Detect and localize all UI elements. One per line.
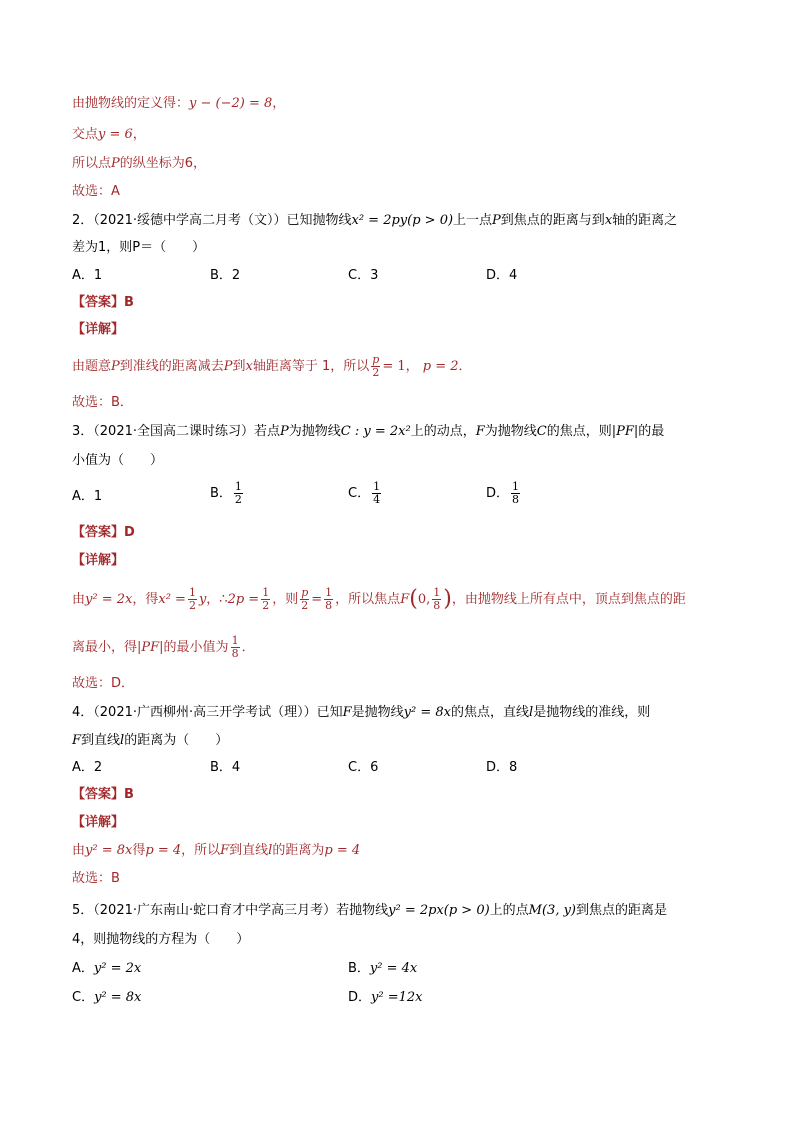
fraction-denominator: 8: [512, 493, 520, 506]
text: 的最小值为: [163, 640, 229, 655]
math: F: [72, 733, 82, 748]
math: C: [536, 424, 547, 439]
fraction-numerator: 1: [325, 586, 333, 599]
text: 上一点: [453, 213, 493, 228]
paren-close: ): [443, 586, 452, 612]
fraction-numerator: 1: [373, 480, 381, 493]
fraction-numerator: p: [372, 353, 380, 366]
math: = 1，: [382, 359, 419, 374]
q4-solution: [72, 841, 360, 861]
text: 3．（2021·全国高二课时练习）若点: [72, 424, 280, 439]
text: 是抛物线的准线，则: [533, 705, 651, 720]
q5-option-c: [72, 988, 141, 1008]
text: 5．（2021·广东南山·蛇口育才中学高三月考）若抛物线: [72, 903, 389, 918]
fraction-numerator: p: [301, 586, 309, 599]
text: ，则: [272, 592, 299, 607]
q4-answer: 【答案】B: [72, 787, 134, 802]
fraction-denominator: 2: [234, 493, 242, 506]
math: M(3, y): [528, 903, 577, 918]
math: y² = 2x: [85, 592, 133, 607]
option-label: C．: [72, 990, 95, 1005]
math: l: [120, 733, 125, 748]
text: ，得: [132, 592, 159, 607]
q3-answer: 【答案】D: [72, 525, 135, 540]
q3-option-b: [210, 481, 245, 506]
math: F: [220, 843, 230, 858]
math: F: [342, 705, 352, 720]
text: 到焦点的距离是: [576, 903, 668, 918]
text: 交点: [72, 127, 99, 142]
q2-answer: 【答案】B: [72, 295, 134, 310]
text: ，: [272, 96, 286, 111]
text: ，由抛物线上所有点中，顶点到焦点的距: [451, 592, 686, 607]
math: y² = 8x: [94, 990, 142, 1005]
text: ．: [241, 640, 255, 655]
fraction-numerator: 1: [231, 634, 239, 647]
text: 为抛物线: [288, 424, 341, 439]
math: y − (−2) = 8: [189, 96, 273, 111]
text: 的焦点，则: [546, 424, 612, 439]
q2-option-a: A．1: [72, 268, 103, 283]
text: ．: [458, 359, 472, 374]
q2-option-d: D．4: [486, 268, 518, 283]
math: y² = 8x: [85, 843, 133, 858]
fraction: [432, 587, 441, 612]
math: P: [280, 424, 289, 439]
fraction: [371, 354, 380, 379]
fraction: [300, 587, 309, 612]
q2-option-c: C．3: [348, 268, 379, 283]
text: 离最小，得: [72, 640, 138, 655]
text: 由: [72, 592, 86, 607]
option-label: A．: [72, 961, 94, 976]
q3-option-c: [348, 481, 383, 506]
fraction: [231, 635, 240, 660]
fraction-numerator: 1: [512, 480, 520, 493]
q4-choose: 故选：B: [72, 871, 120, 886]
math: F: [475, 424, 485, 439]
option-label: D．: [486, 486, 510, 501]
q2-choose: 故选：B．: [72, 395, 133, 410]
fraction-denominator: 4: [373, 493, 381, 506]
text: 上的点: [489, 903, 529, 918]
q5-option-b: [348, 959, 417, 979]
text: 由题意: [72, 359, 112, 374]
text: 到焦点的距离与到: [500, 213, 605, 228]
text: 得: [132, 843, 146, 858]
q3-detail-label: 【详解】: [72, 553, 125, 568]
q3-solution-line1: [72, 585, 686, 615]
text: 是抛物线: [351, 705, 404, 720]
q4-detail-label: 【详解】: [72, 815, 125, 830]
text: 到直线: [81, 733, 121, 748]
math: p = 2: [422, 359, 459, 374]
q4-stem-line1: [72, 703, 650, 723]
q4-option-d: D．8: [486, 760, 518, 775]
q3-option-d: [486, 481, 522, 506]
math: 2p =: [227, 592, 260, 607]
fraction-denominator: 2: [262, 599, 270, 612]
q3-option-a: A．1: [72, 489, 103, 504]
q5-stem-line2: 4，则抛物线的方程为（ ）: [72, 932, 250, 947]
math: l: [268, 843, 273, 858]
option-label: D．: [348, 990, 372, 1005]
text: 的焦点，直线: [451, 705, 530, 720]
text: 轴距离等于 1，所以: [252, 359, 370, 374]
text: 上的动点，: [410, 424, 476, 439]
text: 由: [72, 843, 86, 858]
text: 2．（2021·绥德中学高二月考（文））已知抛物线: [72, 213, 352, 228]
text: 由抛物线的定义得：: [72, 96, 190, 111]
fraction: [261, 587, 270, 612]
math: P: [223, 359, 233, 374]
q2-stem-line2: 差为1，则P＝（ ）: [72, 240, 206, 255]
fraction-numerator: 1: [188, 586, 196, 599]
fraction-denominator: 2: [188, 599, 196, 612]
fraction: [324, 587, 333, 612]
s1-line1: [72, 94, 285, 114]
math: y² = 4x: [369, 961, 418, 976]
paren-open: (: [409, 586, 418, 612]
math: p = 4: [324, 843, 361, 858]
fraction-numerator: 1: [433, 586, 441, 599]
text: 轴的距离之: [612, 213, 678, 228]
s1-line3: [72, 154, 206, 174]
q2-stem-line1: [72, 211, 677, 231]
text: 到: [232, 359, 246, 374]
fraction: [188, 587, 197, 612]
fraction-denominator: 8: [231, 647, 239, 660]
math: y² = 2x: [93, 961, 142, 976]
text: 为抛物线: [484, 424, 537, 439]
fraction: [234, 481, 243, 506]
math: x: [245, 359, 253, 374]
q5-option-a: [72, 959, 141, 979]
fraction: [511, 481, 520, 506]
math: x² =: [158, 592, 186, 607]
s1-choose: 故选：A: [72, 184, 120, 199]
math: y = 6: [98, 127, 133, 142]
text: ，所以焦点: [335, 592, 401, 607]
q4-option-c: C．6: [348, 760, 379, 775]
math: x² = 2py(p > 0): [351, 213, 454, 228]
q4-option-a: A．2: [72, 760, 103, 775]
fraction-denominator: 2: [372, 366, 380, 379]
math: x: [604, 213, 613, 228]
text: 的纵坐标为6，: [119, 156, 207, 171]
math: P: [111, 156, 120, 171]
q2-solution: [72, 354, 472, 380]
q3-choose: 故选：D．: [72, 676, 135, 691]
math: |PF|: [611, 424, 639, 439]
q3-stem-line2: 小值为（ ）: [72, 453, 164, 468]
math: y² = 8x: [403, 705, 451, 720]
q3-stem-line1: [72, 422, 664, 442]
fraction: [372, 481, 381, 506]
math: =: [311, 592, 323, 607]
fraction-denominator: 8: [433, 599, 441, 612]
q3-solution-line2: [72, 633, 255, 663]
fraction-denominator: 8: [325, 599, 333, 612]
text: 到直线: [229, 843, 269, 858]
math: P: [111, 359, 120, 374]
s1-line2: [72, 125, 146, 145]
q2-detail-label: 【详解】: [72, 322, 125, 337]
math: y: [198, 592, 207, 607]
math: F: [400, 592, 410, 607]
q4-option-b: B．4: [210, 760, 241, 775]
fraction-numerator: 1: [234, 480, 242, 493]
math: y² =12x: [371, 990, 423, 1005]
math: 0,: [417, 592, 431, 607]
option-label: B．: [210, 486, 232, 501]
text: 4．（2021·广西柳州·高三开学考试（理））已知: [72, 705, 343, 720]
math: y² = 2px(p > 0): [388, 903, 490, 918]
math: P: [492, 213, 501, 228]
q5-option-d: [348, 988, 422, 1008]
text: 的最: [638, 424, 665, 439]
text: ，∴: [206, 592, 228, 607]
option-label: B．: [348, 961, 370, 976]
q5-stem-line1: [72, 901, 667, 921]
fraction-numerator: 1: [262, 586, 270, 599]
text: 所以点: [72, 156, 112, 171]
q4-stem-line2: [72, 731, 228, 751]
option-label: C．: [348, 486, 371, 501]
q2-option-b: B．2: [210, 268, 241, 283]
math: p = 4: [145, 843, 182, 858]
text: ，: [132, 127, 146, 142]
text: 到准线的距离减去: [119, 359, 224, 374]
text: 的距离为（ ）: [124, 733, 229, 748]
fraction-denominator: 2: [301, 599, 309, 612]
text: 的距离为: [272, 843, 325, 858]
math: |PF|: [137, 640, 164, 655]
math: C : y = 2x²: [340, 424, 411, 439]
text: ，所以: [181, 843, 221, 858]
math: l: [529, 705, 534, 720]
